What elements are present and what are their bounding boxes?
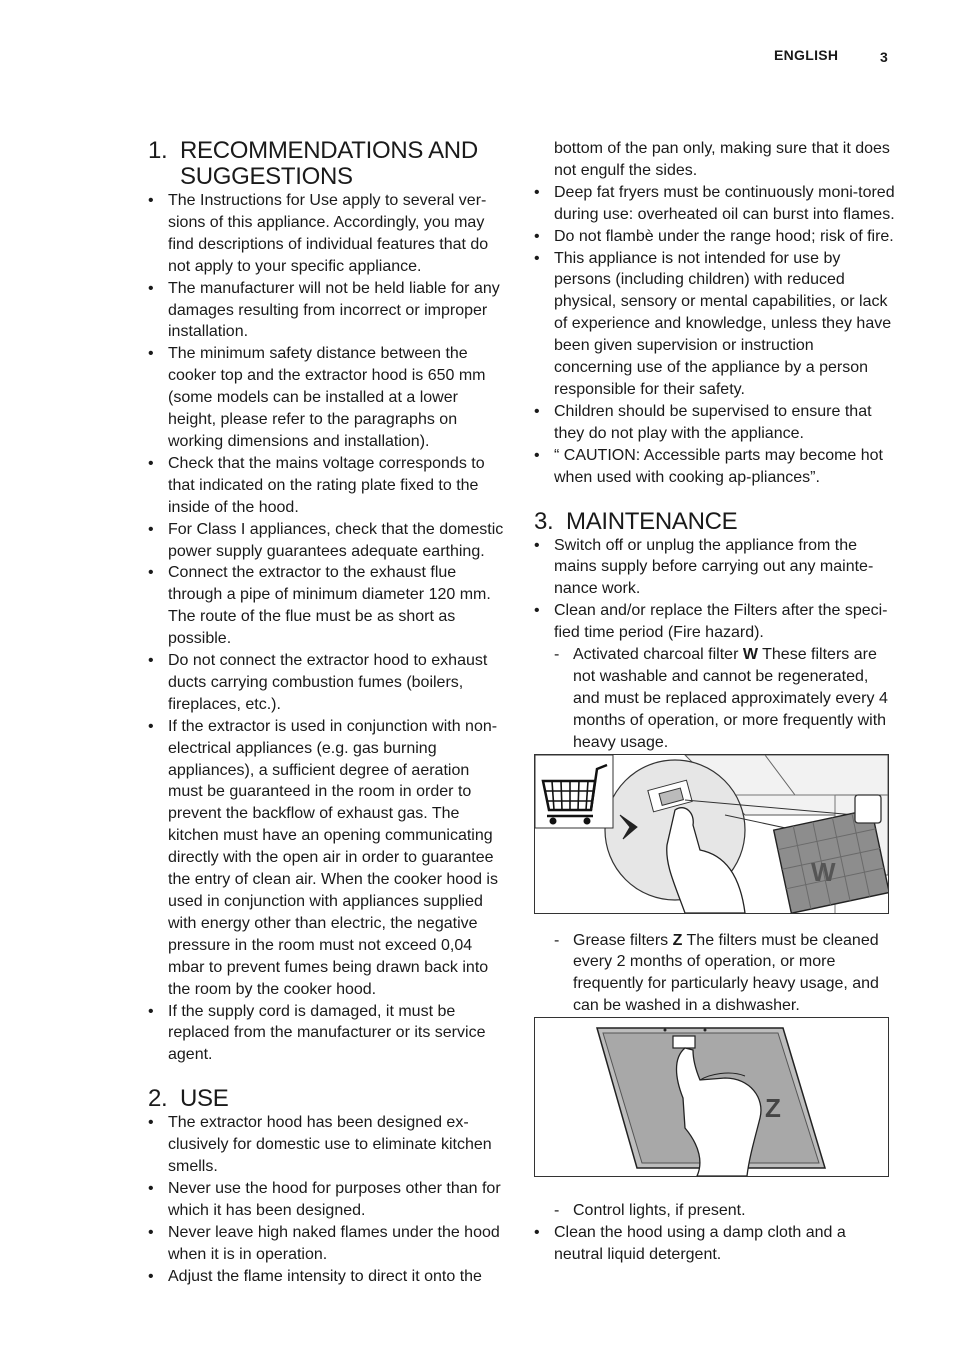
- filter-sublist: [554, 644, 896, 754]
- list-item: • Switch off or unplug the appliance from the mains supply before carrying out any mainte-nance work.: [534, 535, 896, 601]
- control-lights-sublist: [534, 1200, 896, 1222]
- list-item: • Connect the extractor to the exhaust flue through a pipe of minimum diameter 120 mm. The route of the flue must be as short as possible.: [148, 562, 508, 650]
- list-item: • The Instructions for Use apply to several ver-sions of this appliance. Accordingly, you may find descriptions of individual features that do not apply to your specific appliance.: [148, 190, 508, 278]
- section-3-heading: [534, 509, 896, 535]
- section-1-heading: [148, 138, 508, 190]
- grease-filter-illustration: [535, 1018, 888, 1176]
- section-1-title: RECOMMENDATIONS AND SUGGESTIONS: [180, 137, 478, 190]
- section-3-list-end: [534, 1222, 896, 1266]
- list-item: • Deep fat fryers must be continuously moni-tored during use: overheated oil can burst into flames.: [534, 182, 896, 226]
- section-2-title: USE: [180, 1085, 229, 1113]
- section-2-list: [148, 1112, 508, 1287]
- section-3-list: [534, 535, 896, 754]
- charcoal-filter-figure: [534, 754, 889, 914]
- section-3-number: 3.: [534, 507, 554, 535]
- figure-label-w: W: [811, 856, 836, 887]
- page-number: 3: [880, 49, 888, 65]
- left-column: [148, 138, 508, 1288]
- list-item: • For Class I appliances, check that the domestic power supply guarantees adequate earthing.: [148, 519, 508, 563]
- list-item: • Do not connect the extractor hood to exhaust ducts carrying combustion fumes (boilers, fireplaces, etc.).: [148, 650, 508, 716]
- control-lights-item: - Control lights, if present.: [554, 1200, 896, 1222]
- list-item: • Children should be supervised to ensure that they do not play with the appliance.: [534, 401, 896, 445]
- section-2-list-continued: [534, 182, 896, 489]
- charcoal-filter-illustration: [535, 755, 888, 913]
- list-item: • If the extractor is used in conjunction with non-electrical appliances (e.g. gas burning appliances), a sufficient degree of aeration must be guaranteed in the room in order to prevent the backflow of exhaust gas. The kitchen must have an opening communicating directly with the open air in order to guarantee the entry of clean air. When the cooker hood is used in conjunction with appliances supplied with energy other than electric, the negative pressure in the room must not exceed 0,04 mbar to prevent fumes being drawn back into the room by the cooker hood.: [148, 716, 508, 1001]
- list-item: • “ CAUTION: Accessible parts may become hot when used with cooking ap-pliances”.: [534, 445, 896, 489]
- section-1-number: 1.: [148, 137, 168, 164]
- right-column: [534, 138, 896, 1266]
- charcoal-filter-item: - Activated charcoal filter W These filters are not washable and cannot be regenerated, and must be replaced approximately every 4 months of operation, or more frequently with heavy usage.: [554, 644, 896, 754]
- list-item: • If the supply cord is damaged, it must be replaced from the manufacturer or its service agent.: [148, 1001, 508, 1067]
- list-item: • Clean the hood using a damp cloth and a neutral liquid detergent.: [534, 1222, 896, 1266]
- grease-filter-sublist: [534, 930, 896, 1018]
- list-item: • Adjust the flame intensity to direct it onto the: [148, 1266, 508, 1288]
- list-item: • This appliance is not intended for use by persons (including children) with reduced physical, sensory or mental capabilities, or lack of experience and knowledge, unless they have been given supervision or instruction concerning use of the appliance by a person responsible for their safety.: [534, 248, 896, 401]
- section-3-title: MAINTENANCE: [566, 507, 738, 535]
- list-item: • Never use the hood for purposes other than for which it has been designed.: [148, 1178, 508, 1222]
- section-2-number: 2.: [148, 1085, 168, 1113]
- section-2-heading: [148, 1086, 508, 1112]
- list-item: • Do not flambè under the range hood; risk of fire.: [534, 226, 896, 248]
- list-item: • The minimum safety distance between the cooker top and the extractor hood is 650 mm (some models can be installed at a lower height, please refer to the paragraphs on working dimensions and installation).: [148, 343, 508, 453]
- list-item-continuation: bottom of the pan only, making sure that it does not engulf the sides.: [554, 140, 890, 179]
- list-item: • Never leave high naked flames under the hood when it is in operation.: [148, 1222, 508, 1266]
- list-item: • Clean and/or replace the Filters after the speci-fied time period (Fire hazard). - Activated charcoal filter W These filters are not washable and cannot be regenerated, and must be replaced approximately every 4 months of operation, or more frequently with heavy usage.: [534, 600, 896, 753]
- list-item: • The extractor hood has been designed ex-clusively for domestic use to eliminate kitchen smells.: [148, 1112, 508, 1178]
- list-item: • The manufacturer will not be held liable for any damages resulting from incorrect or improper installation.: [148, 278, 508, 344]
- grease-filter-item: - Grease filters Z The filters must be cleaned every 2 months of operation, or more frequently for particularly heavy usage, and can be washed in a dishwasher.: [554, 930, 896, 1018]
- header-language: ENGLISH: [774, 47, 839, 63]
- grease-filter-figure: [534, 1017, 889, 1177]
- figure-label-z: Z: [765, 1093, 781, 1124]
- section-1-list: [148, 190, 508, 1066]
- list-item: • Check that the mains voltage corresponds to that indicated on the rating plate fixed to the inside of the hood.: [148, 453, 508, 519]
